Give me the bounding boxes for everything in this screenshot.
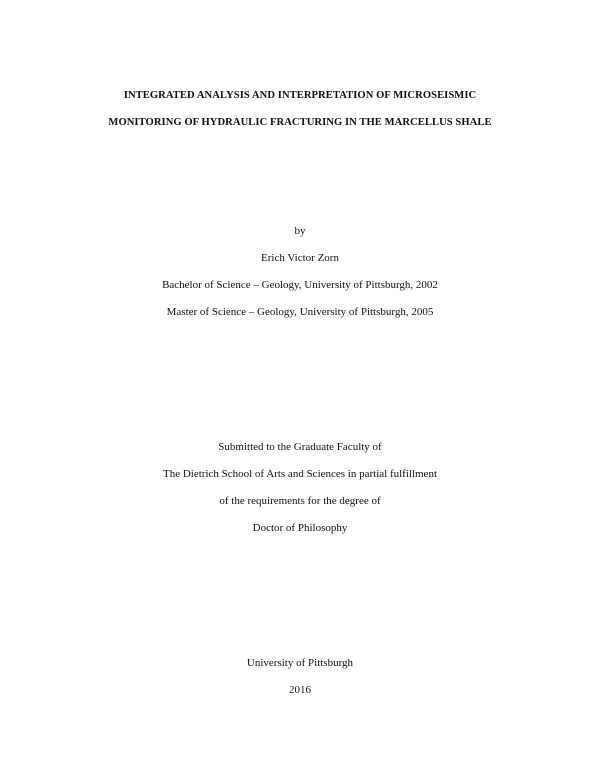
- submission-line-1: Submitted to the Graduate Faculty of: [218, 441, 382, 453]
- thesis-title-line-2: MONITORING OF HYDRAULIC FRACTURING IN THE MARCELLUS SHALE: [108, 117, 492, 128]
- submission-line-2: The Dietrich School of Arts and Sciences in partial fulfillment: [162, 468, 437, 480]
- prior-degree-master: Master of Science – Geology, University of Pittsburgh, 2005: [166, 306, 434, 318]
- prior-degree-bachelor: Bachelor of Science – Geology, University of Pittsburgh, 2002: [162, 279, 438, 291]
- thesis-title-line-1: INTEGRATED ANALYSIS AND INTERPRETATION OF MICROSEISMIC: [123, 90, 477, 101]
- submission-year: 2016: [289, 684, 311, 696]
- by-label: by: [294, 225, 306, 237]
- submission-line-3: of the requirements for the degree of: [219, 495, 381, 507]
- author-name: Erich Victor Zorn: [261, 252, 339, 264]
- degree-name: Doctor of Philosophy: [252, 522, 348, 534]
- institution-name: University of Pittsburgh: [246, 657, 354, 669]
